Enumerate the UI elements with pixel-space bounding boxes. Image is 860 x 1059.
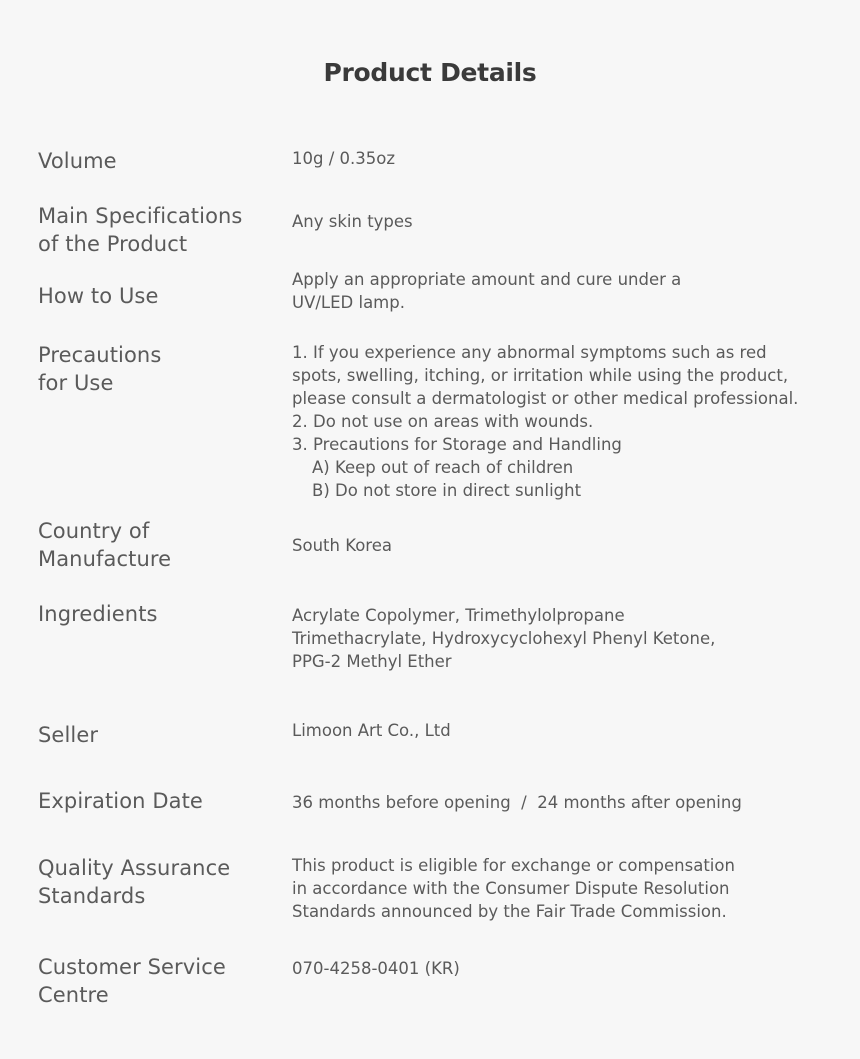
label-volume	[38, 147, 278, 175]
value-line: Any skin types	[292, 212, 413, 231]
label-line: Manufacture	[38, 547, 172, 571]
value-expiration-date	[292, 791, 847, 814]
value-line: spots, swelling, itching, or irritation while using the product,	[292, 366, 789, 385]
value-line: Trimethacrylate, Hydroxycyclohexyl Phenyl Ketone,	[292, 629, 716, 648]
value-how-to-use	[292, 268, 847, 314]
label-line: for Use	[38, 371, 114, 395]
value-precautions	[292, 341, 847, 502]
value-line: Apply an appropriate amount and cure under a	[292, 270, 682, 289]
label-country-of-manufacture	[38, 517, 278, 573]
value-country-of-manufacture	[292, 534, 847, 557]
value-line: 36 months before opening / 24 months after opening	[292, 793, 742, 812]
label-customer-service	[38, 953, 278, 1009]
label-how-to-use	[38, 282, 278, 310]
value-quality-assurance	[292, 854, 847, 923]
label-line: How to Use	[38, 284, 159, 308]
value-line: 2. Do not use on areas with wounds.	[292, 412, 594, 431]
value-line: 3. Precautions for Storage and Handling	[292, 435, 622, 454]
value-line: 10g / 0.35oz	[292, 149, 396, 168]
label-line: Main Specifications	[38, 204, 243, 228]
value-line: 070-4258-0401 (KR)	[292, 959, 460, 978]
value-seller	[292, 719, 847, 742]
label-main-specifications	[38, 202, 278, 258]
value-line: A) Keep out of reach of children	[312, 458, 574, 477]
label-line: Expiration Date	[38, 789, 203, 813]
label-line: Centre	[38, 983, 109, 1007]
value-ingredients	[292, 604, 847, 673]
value-line: South Korea	[292, 536, 392, 555]
value-main-specifications	[292, 210, 847, 233]
value-volume	[292, 147, 847, 170]
label-line: Standards	[38, 884, 146, 908]
value-line: This product is eligible for exchange or compensation	[292, 856, 735, 875]
label-line: Volume	[38, 149, 117, 173]
value-line: B) Do not store in direct sunlight	[312, 481, 582, 500]
label-line: of the Product	[38, 232, 188, 256]
label-expiration-date	[38, 787, 278, 815]
value-line: Standards announced by the Fair Trade Commission.	[292, 902, 727, 921]
value-line: PPG-2 Methyl Ether	[292, 652, 452, 671]
value-line: UV/LED lamp.	[292, 293, 405, 312]
label-line: Quality Assurance	[38, 856, 231, 880]
label-precautions	[38, 341, 278, 397]
label-line: Customer Service	[38, 955, 226, 979]
value-line: Limoon Art Co., Ltd	[292, 721, 451, 740]
value-line: Acrylate Copolymer, Trimethylolpropane	[292, 606, 625, 625]
label-line: Seller	[38, 723, 99, 747]
label-line: Country of	[38, 519, 150, 543]
page-title: Product Details	[323, 58, 537, 87]
value-line: please consult a dermatologist or other medical professional.	[292, 389, 799, 408]
label-quality-assurance	[38, 854, 278, 910]
value-customer-service	[292, 957, 847, 980]
label-seller	[38, 721, 278, 749]
value-line: in accordance with the Consumer Dispute Resolution	[292, 879, 730, 898]
label-ingredients	[38, 600, 278, 628]
value-line: 1. If you experience any abnormal symptoms such as red	[292, 343, 767, 362]
label-line: Ingredients	[38, 602, 158, 626]
label-line: Precautions	[38, 343, 162, 367]
